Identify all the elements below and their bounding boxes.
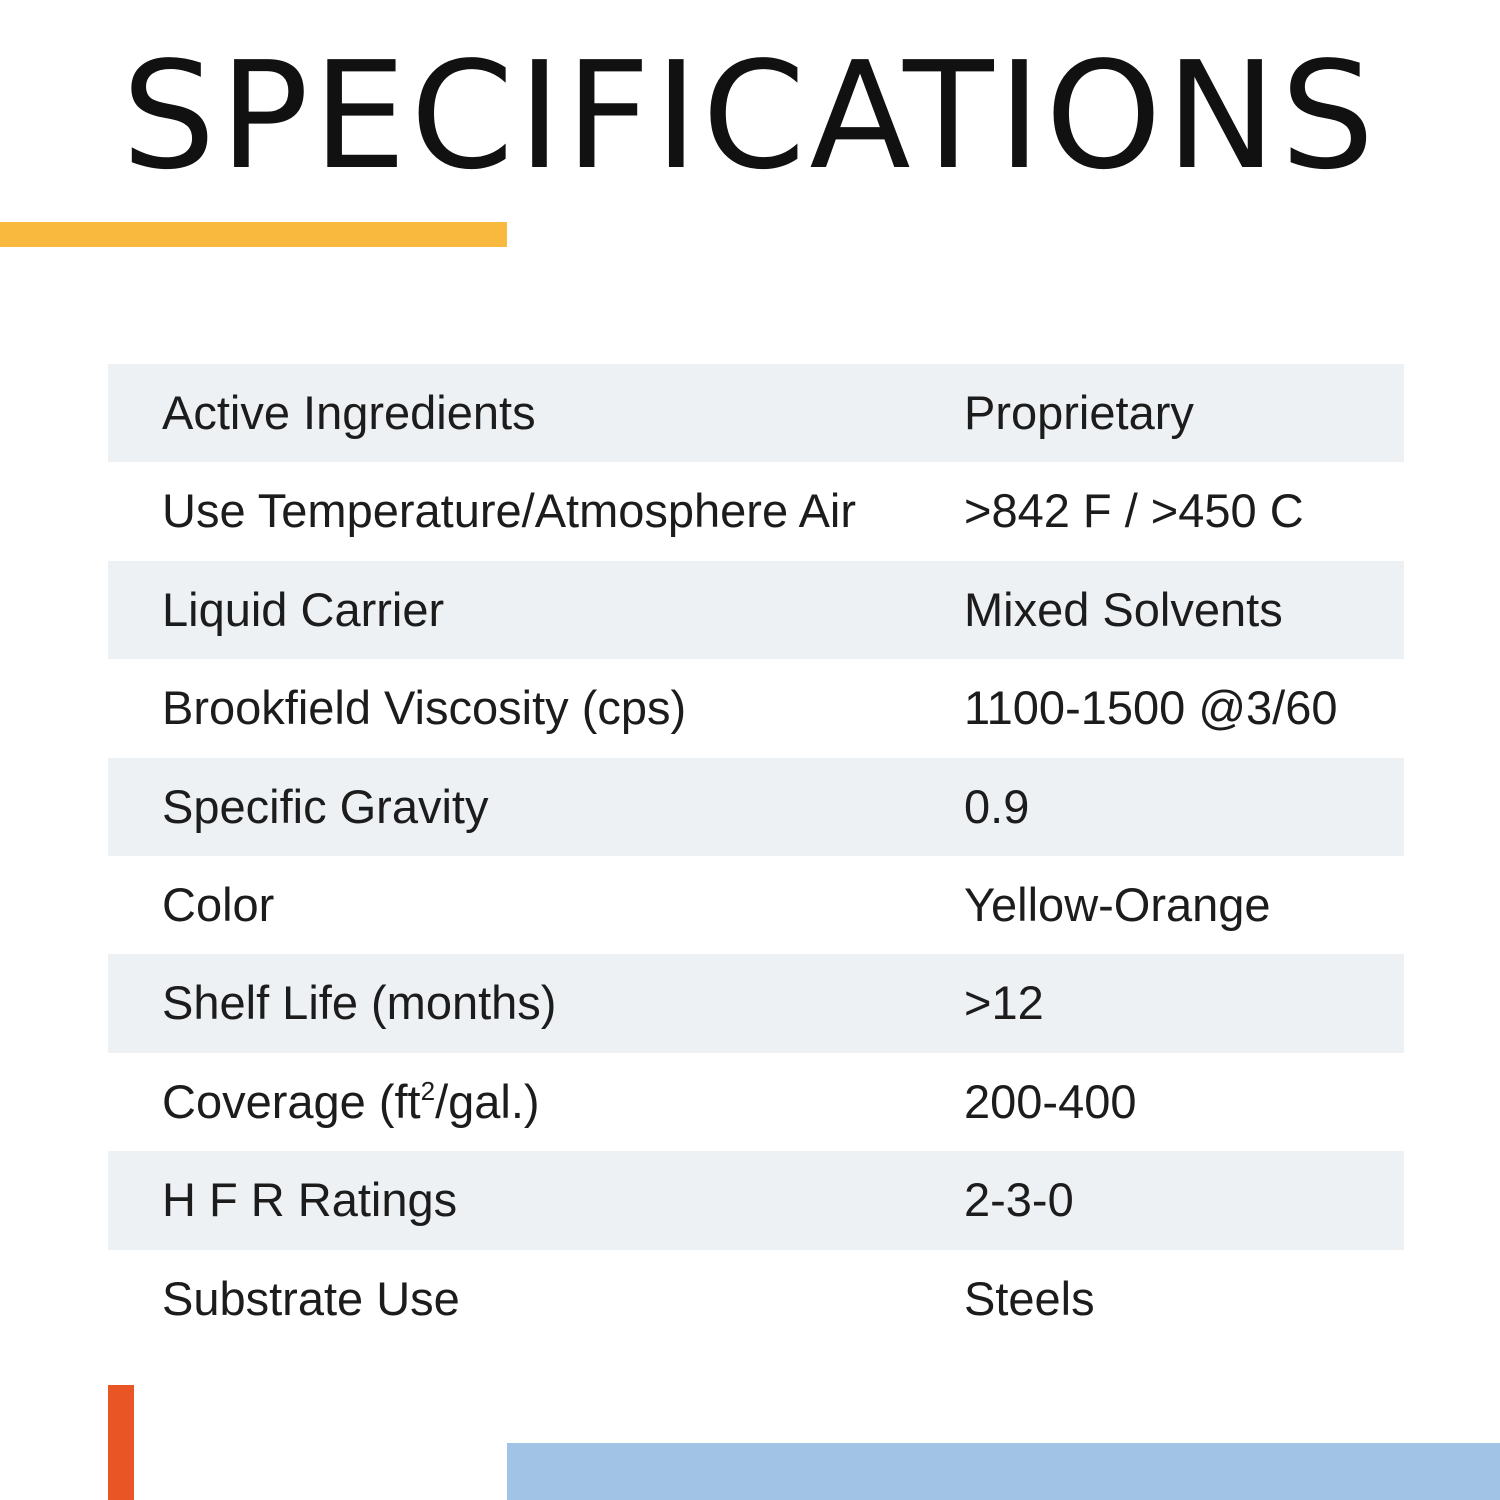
accent-bar-orange bbox=[108, 1385, 134, 1500]
spec-label: Substrate Use bbox=[162, 1271, 460, 1325]
spec-label-suffix: /gal.) bbox=[435, 1074, 540, 1128]
accent-bar-blue bbox=[507, 1443, 1500, 1500]
table-row bbox=[108, 758, 1404, 856]
table-row bbox=[108, 1250, 1404, 1348]
table-row bbox=[108, 364, 1404, 462]
spec-label: Brookfield Viscosity (cps) bbox=[162, 681, 687, 735]
accent-bar-yellow bbox=[0, 222, 507, 247]
spec-value: 0.9 bbox=[964, 779, 1030, 833]
table-row bbox=[108, 561, 1404, 659]
specifications-table bbox=[108, 364, 1404, 1348]
spec-value: Mixed Solvents bbox=[964, 582, 1283, 636]
spec-label-text: Coverage (ft bbox=[162, 1074, 421, 1128]
spec-label bbox=[162, 1053, 540, 1151]
spec-value: Steels bbox=[964, 1271, 1095, 1325]
page-title: SPECIFICATIONS bbox=[121, 30, 1379, 202]
table-row bbox=[108, 659, 1404, 757]
table-row bbox=[108, 462, 1404, 560]
table-row bbox=[108, 1053, 1404, 1151]
spec-label: Liquid Carrier bbox=[162, 582, 445, 636]
spec-value: 2-3-0 bbox=[964, 1173, 1074, 1227]
spec-value: Yellow-Orange bbox=[964, 877, 1271, 931]
superscript-exponent: 2 bbox=[420, 1075, 436, 1106]
spec-value: Proprietary bbox=[964, 386, 1194, 439]
table-row bbox=[108, 954, 1404, 1052]
spec-label: Shelf Life (months) bbox=[162, 976, 557, 1030]
spec-label: Active Ingredients bbox=[162, 386, 536, 439]
spec-value: >842 F / >450 C bbox=[964, 484, 1304, 538]
spec-label: Use Temperature/Atmosphere Air bbox=[162, 484, 857, 538]
table-row bbox=[108, 856, 1404, 954]
spec-value: 1100-1500 @3/60 bbox=[964, 681, 1338, 735]
spec-value: 200-400 bbox=[964, 1074, 1137, 1128]
spec-label: Specific Gravity bbox=[162, 779, 489, 833]
spec-label: Color bbox=[162, 877, 275, 931]
spec-value: >12 bbox=[964, 976, 1044, 1030]
spec-label: H F R Ratings bbox=[162, 1173, 458, 1227]
table-row bbox=[108, 1151, 1404, 1249]
